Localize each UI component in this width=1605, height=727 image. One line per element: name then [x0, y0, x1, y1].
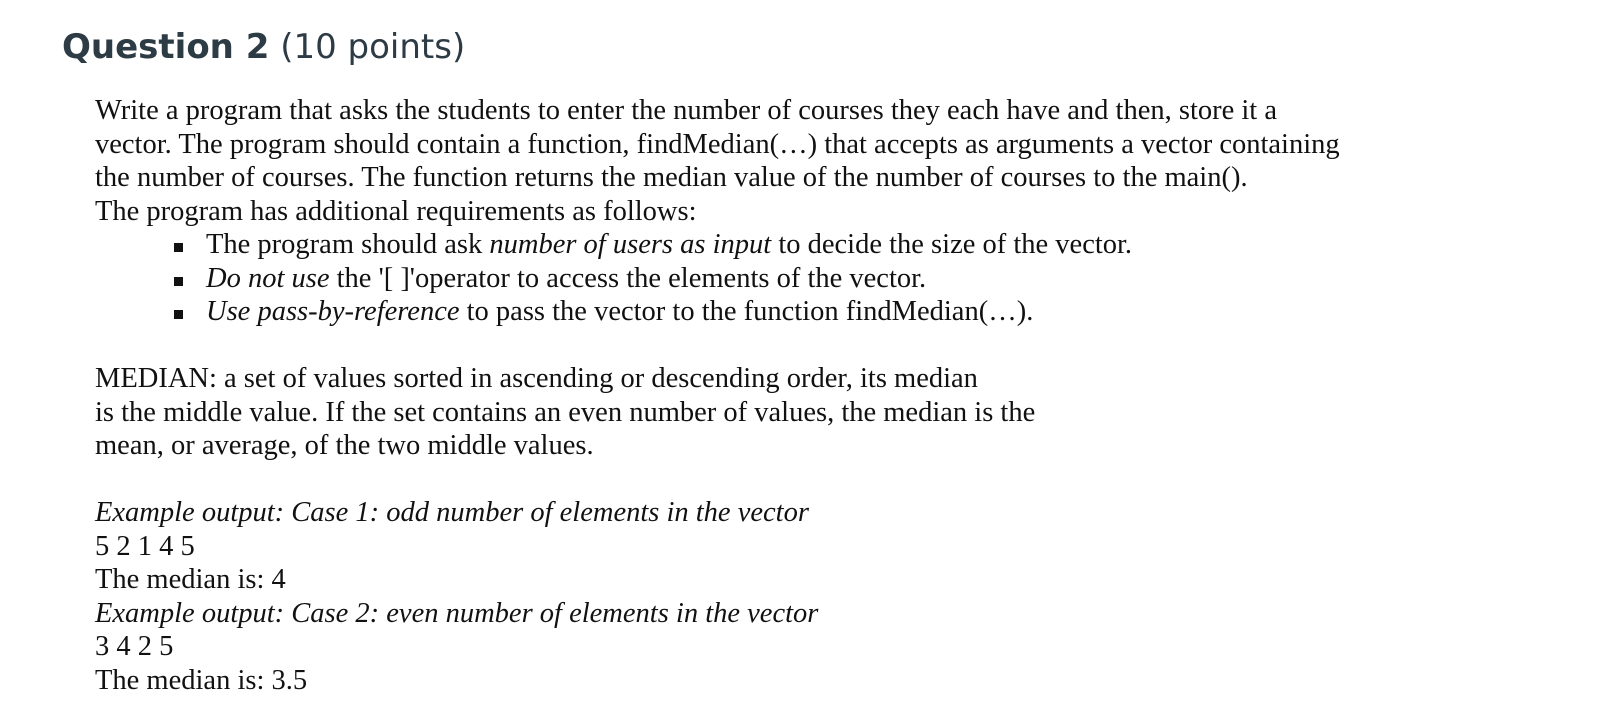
definition-line: MEDIAN: a set of values sorted in ascending or descending order, its median: [95, 363, 978, 394]
example-result: The median is: 3.5: [95, 664, 308, 696]
square-bullet-icon: [174, 277, 183, 286]
example-heading: Example output: Case 2: even number of elements in the vector: [95, 597, 819, 629]
example-case-2: [95, 597, 1575, 698]
median-definition: [95, 362, 1575, 463]
question-body: [95, 94, 1575, 697]
example-heading: Example output: Case 1: odd number of elements in the vector: [95, 497, 809, 528]
intro-line: Write a program that asks the students to enter the number of courses they each have and then, store it a: [95, 95, 1277, 126]
definition-line: mean, or average, of the two middle values.: [95, 430, 594, 461]
spacer: [95, 463, 1575, 497]
intro-line: The program has additional requirements as follows:: [95, 195, 697, 227]
example-input: 3 4 2 5: [95, 631, 174, 662]
requirement-item: Do not use the '[ ]'operator to access the elements of the vector.: [206, 262, 1575, 296]
question-points: (10 points): [280, 27, 466, 67]
example-result: The median is: 4: [95, 564, 286, 595]
example-input: 5 2 1 4 5: [95, 530, 195, 562]
requirement-item: Use pass-by-reference to pass the vector to the function findMedian(…).: [206, 295, 1575, 329]
intro-line: vector. The program should contain a function, findMedian(…) that accepts as arguments a vector containing: [95, 128, 1340, 160]
definition-line: is the middle value. If the set contains an even number of values, the median is the: [95, 396, 1036, 428]
question-number: Question 2: [62, 27, 270, 67]
intro-paragraph: [95, 94, 1575, 228]
example-case-1: [95, 496, 1575, 597]
intro-line: the number of courses. The function returns the median value of the number of courses to the main().: [95, 162, 1248, 193]
requirement-item: The program should ask number of users as input to decide the size of the vector.: [206, 228, 1575, 262]
square-bullet-icon: [174, 310, 183, 319]
question-header: [62, 24, 465, 70]
spacer: [95, 329, 1575, 363]
requirements-list: [95, 228, 1575, 329]
square-bullet-icon: [174, 243, 183, 252]
